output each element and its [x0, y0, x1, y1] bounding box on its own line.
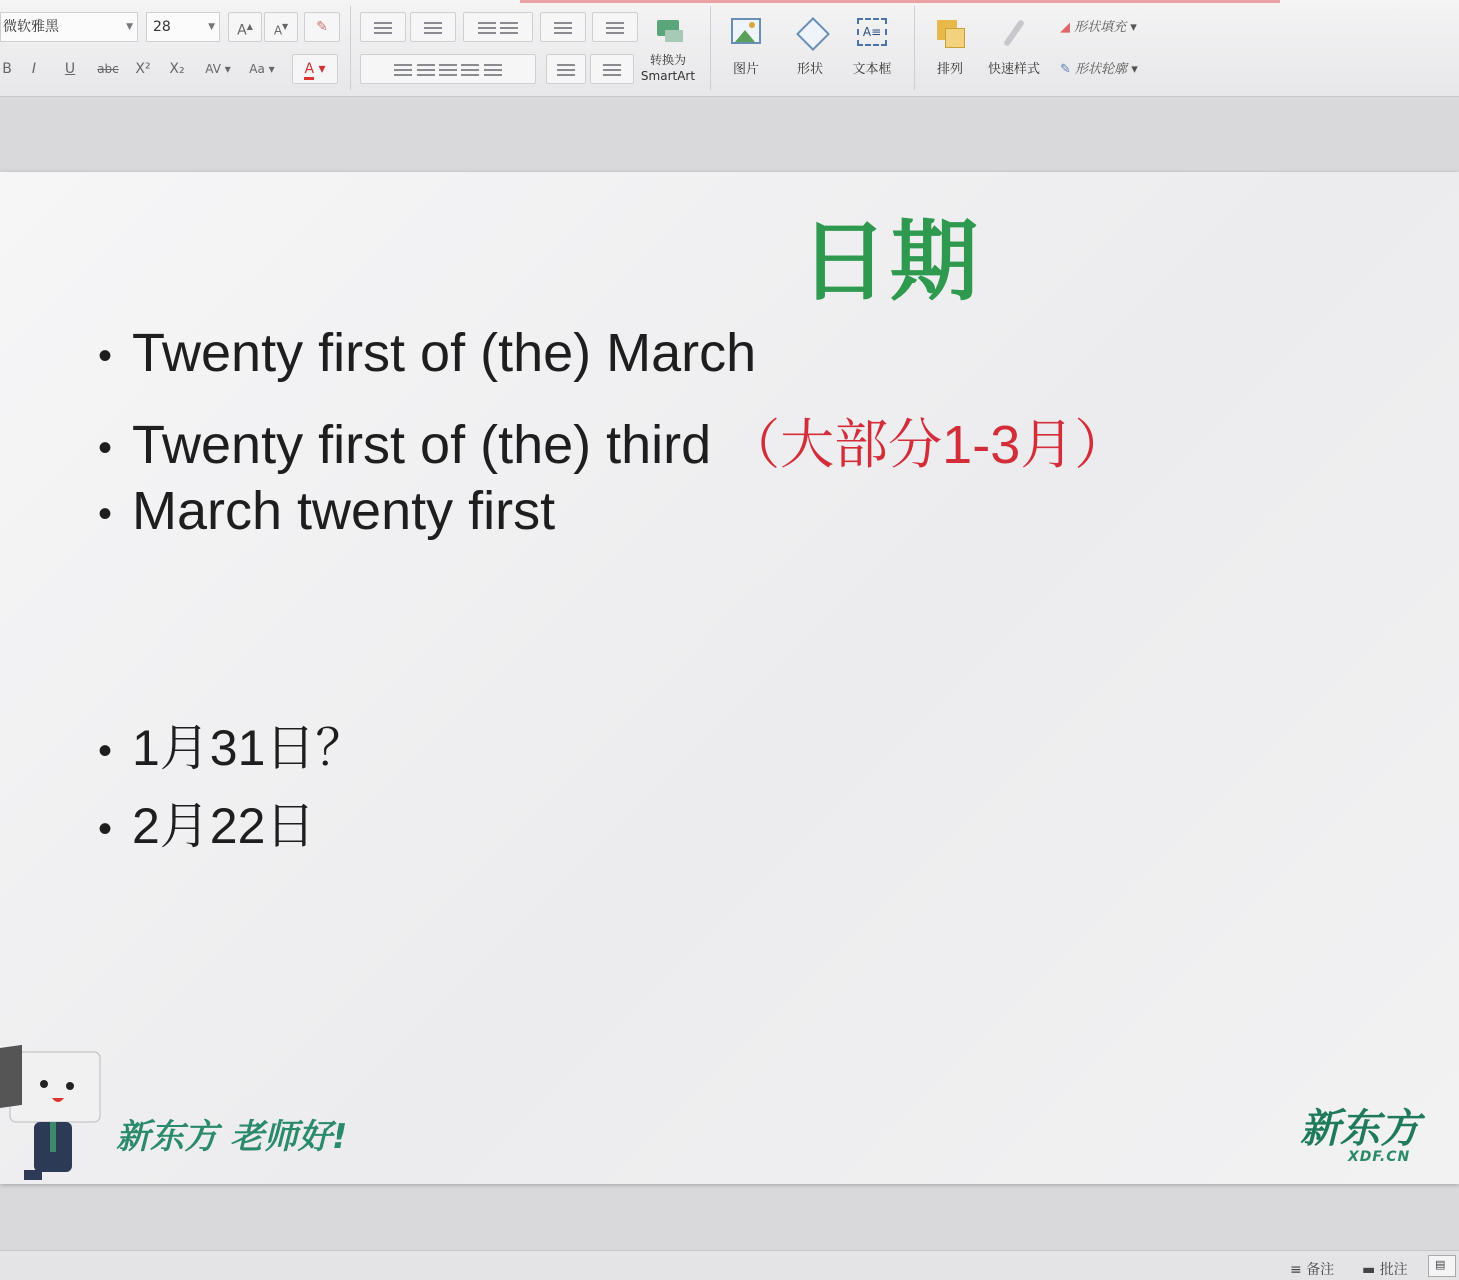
columns-button[interactable]: [592, 12, 638, 42]
footer-slogan: 新东方 老师好!: [116, 1117, 348, 1157]
chevron-down-icon: ▼: [126, 22, 133, 32]
ribbon: [0, 0, 1459, 97]
numbering-button[interactable]: [410, 12, 456, 42]
bullet-list-icon: [374, 22, 392, 34]
ribbon-separator: [350, 6, 351, 90]
bullet-dot: •: [98, 334, 113, 379]
indent-icon: [478, 22, 496, 34]
grow-font-button[interactable]: A▲: [228, 12, 262, 42]
normal-view-button[interactable]: [1428, 1255, 1456, 1277]
bullet-item[interactable]: [98, 480, 555, 542]
notes-label: 备注: [1306, 1262, 1335, 1278]
shapes-icon: [793, 16, 827, 50]
font-color-button[interactable]: A ▾: [292, 54, 338, 84]
align-right-icon: [439, 64, 457, 76]
insert-picture-button[interactable]: [716, 10, 776, 86]
alignment-group[interactable]: [360, 54, 536, 84]
slide-title[interactable]: 日期: [800, 210, 981, 313]
quick-style-label: 快速样式: [987, 62, 1040, 77]
brush-icon: [997, 16, 1031, 50]
bullet-text: 2月22日: [132, 798, 316, 854]
underline-label: U: [64, 61, 76, 77]
insert-shape-button[interactable]: [780, 10, 840, 86]
comment-icon: ▬: [1362, 1262, 1376, 1278]
bullet-item[interactable]: [98, 402, 1128, 479]
indent-buttons[interactable]: [463, 12, 533, 42]
bullet-text: Twenty first of (the) March: [132, 323, 757, 383]
italic-label: I: [31, 61, 37, 77]
shrink-font-label: A: [273, 23, 283, 38]
align-center-icon: [417, 64, 435, 76]
line-spacing-button[interactable]: [540, 12, 586, 42]
pen-icon: ✎: [1060, 62, 1071, 77]
comments-button[interactable]: [1362, 1259, 1408, 1279]
shape-label: 形状: [796, 62, 823, 77]
xdf-logo: [1300, 1106, 1440, 1169]
outdent-icon: [500, 22, 518, 34]
underline-button[interactable]: [56, 54, 84, 84]
convert-smartart-button[interactable]: [638, 10, 698, 86]
align-left-icon: [394, 64, 412, 76]
shape-fill-label: 形状填充: [1074, 20, 1127, 35]
shape-outline-label: 形状轮廓: [1075, 62, 1128, 77]
shape-fill-button[interactable]: ◢ 形状填充 ▾: [1060, 20, 1137, 35]
smartart-icon: [651, 16, 685, 50]
picture-icon: [729, 16, 763, 50]
subscript-label: X₂: [169, 61, 185, 77]
char-spacing-label: AV: [205, 62, 221, 76]
logo-main-text: 新东方: [1300, 1106, 1420, 1152]
change-case-button[interactable]: Aa ▾: [249, 62, 275, 76]
char-spacing-button[interactable]: AV ▾: [205, 62, 231, 76]
eraser-icon: ✎: [316, 19, 328, 35]
comments-label: 批注: [1379, 1262, 1408, 1278]
notes-icon: ≡: [1290, 1262, 1302, 1278]
bullet-dot: •: [98, 492, 113, 537]
shape-outline-button[interactable]: ✎ 形状轮廓 ▾: [1060, 62, 1138, 77]
insert-textbox-button[interactable]: [842, 10, 902, 86]
picture-label: 图片: [732, 62, 759, 77]
columns-icon: [606, 22, 624, 34]
italic-button[interactable]: [20, 54, 48, 84]
subscript-button[interactable]: [162, 54, 192, 84]
bullet-dot: •: [98, 807, 113, 852]
bullet-item[interactable]: [98, 322, 756, 384]
notes-button[interactable]: [1290, 1259, 1334, 1279]
numbered-list-icon: [424, 22, 442, 34]
strikethrough-button[interactable]: [90, 54, 126, 84]
bullet-note: （大部分1-3月）: [726, 415, 1129, 475]
change-case-label: Aa: [249, 62, 265, 76]
superscript-button[interactable]: [128, 54, 158, 84]
shrink-font-button[interactable]: A▼: [264, 12, 298, 42]
ribbon-accent-line: [520, 0, 1280, 3]
strikethrough-label: abc: [97, 62, 119, 76]
grow-font-label: A: [237, 22, 247, 39]
textbox-label: 文本框: [852, 62, 892, 77]
font-name-value: 微软雅黑: [3, 19, 59, 35]
align-text-icon: [603, 64, 621, 76]
text-direction-icon: [557, 64, 575, 76]
normal-view-icon: ▤: [1435, 1258, 1446, 1271]
arrange-button[interactable]: [920, 10, 980, 86]
font-size-value: 28: [153, 19, 171, 35]
line-spacing-icon: [554, 22, 572, 34]
bold-button[interactable]: B: [2, 61, 12, 77]
arrange-label: 排列: [936, 62, 963, 77]
font-name-select[interactable]: [0, 12, 138, 42]
bullet-text: March twenty first: [132, 481, 556, 541]
bullets-button[interactable]: [360, 12, 406, 42]
superscript-label: X²: [135, 61, 151, 77]
bullet-item[interactable]: [98, 786, 315, 858]
font-size-select[interactable]: [146, 12, 220, 42]
convert-smartart-line1: 转换为: [649, 53, 686, 67]
mascot-illustration: [0, 1042, 110, 1182]
clear-format-button[interactable]: [304, 12, 340, 42]
ribbon-separator: [710, 6, 711, 90]
justify-icon: [461, 64, 479, 76]
bullet-text: 1月31日？: [132, 720, 366, 776]
textbox-icon: A≡: [855, 16, 889, 50]
bullet-item[interactable]: [98, 708, 365, 780]
logo-sub-text: XDF.CN: [1348, 1149, 1411, 1165]
distribute-icon: [484, 64, 502, 76]
paint-bucket-icon: ◢: [1060, 20, 1070, 35]
ribbon-separator: [914, 6, 915, 90]
status-bar: [0, 1250, 1459, 1280]
align-text-button[interactable]: [590, 54, 634, 84]
bullet-text: Twenty first of (the) third: [132, 415, 727, 475]
bullet-dot: •: [98, 729, 113, 774]
arrange-icon: [933, 16, 967, 50]
bullet-dot: •: [98, 426, 113, 471]
convert-smartart-line2: SmartArt: [640, 69, 696, 83]
font-color-label: A: [304, 61, 314, 80]
chevron-down-icon: ▼: [208, 22, 215, 32]
quick-style-button[interactable]: [984, 10, 1044, 86]
text-direction-button[interactable]: [546, 54, 586, 84]
slide-canvas[interactable]: [0, 172, 1459, 1184]
